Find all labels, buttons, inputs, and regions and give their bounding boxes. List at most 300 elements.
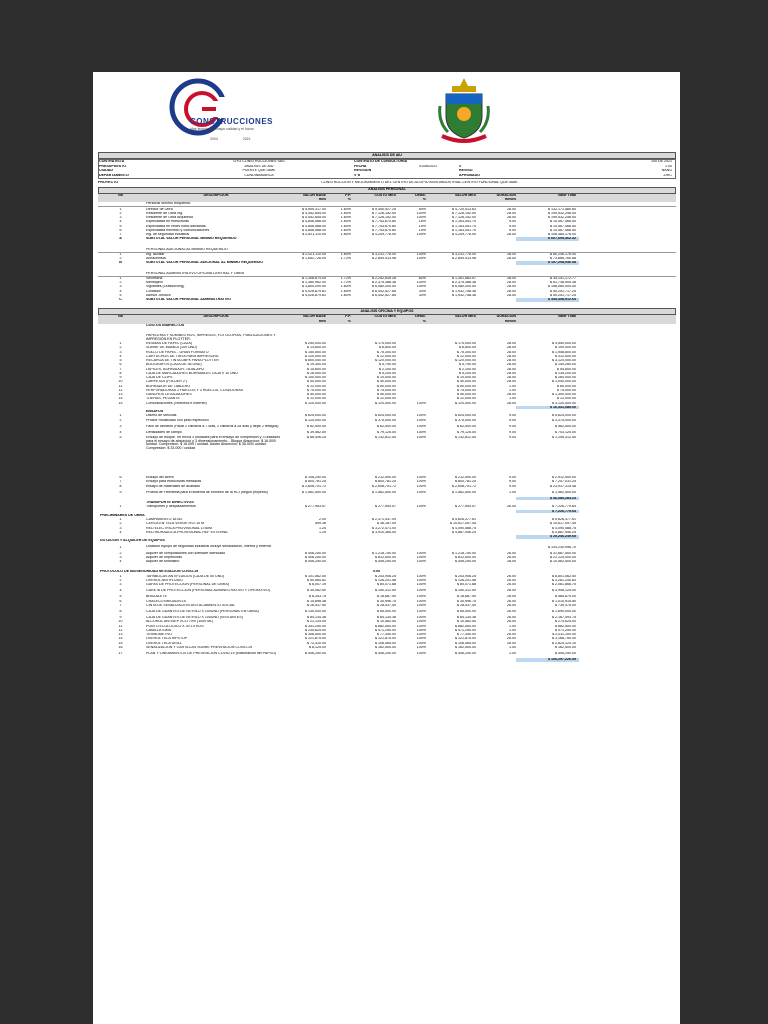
dedicacion: 100% [416,633,426,637]
valor-mes: $ 62,500.00 [457,424,476,428]
group-title: PROTOCOLO DE BIOSEGURIDAD MITIGACION COVID-19 [100,570,199,574]
duracion: 9.00 [509,476,516,480]
dedicacion: 100% [416,216,426,220]
valor-total: $ 355,458,912.64 [516,298,579,302]
value-base: $ 66,406.25 [307,435,326,439]
item-number: 6 [119,363,122,367]
item-description: Comunicaciones (Telefonía e Internet) [146,401,207,405]
item-description: Alquiler de Mobiliario [146,560,180,564]
valor-mes: $ 7,126,152.00 [452,216,476,220]
costo-mes: $ 75,000.00 [377,388,396,392]
value-base: $ 2,621,110.00 [302,233,326,237]
value-base: $ 100,000.00 [305,376,326,380]
table-row [98,543,676,551]
dedicacion: 100% [416,578,426,582]
brand-tagline: Más tecnología, mayor calidad y el futuro [190,127,254,131]
dedicacion: 100% [416,435,426,439]
item-number: 7 [119,367,122,371]
column-header: VALOR MES [454,315,476,319]
value-base: $ 120,000.00 [305,401,326,405]
valor-total: $ 162,500.00 [555,645,576,649]
costo-mes: $ 50,000.00 [377,393,396,397]
value-base: $ 406,250.00 [305,652,326,656]
item-description: BRAZALETE [146,595,167,599]
duracion: 28.00 [507,342,516,346]
valor-total: $ 2,187,493.75 [552,616,576,620]
costo-mes: $ 4,209,776.00 [372,233,396,237]
item-number: 13 [118,633,123,637]
costo-mes: $ 40,000.00 [377,380,396,384]
value-base: $ 13,600.00 [307,346,326,350]
item-number: 4 [119,430,122,434]
dedicacion: 100% [416,281,426,285]
item-number: 1 [119,414,122,418]
factor-prestacional: 1.60% [340,252,351,256]
value-base: $ 120,000.00 [305,354,326,358]
table-row [98,435,676,476]
info-label-3: REVISO [459,169,473,173]
item-number: 9 [119,376,122,380]
item-number: 14 [118,397,123,401]
column-header: COSTO MES [374,315,396,319]
duracion: 1.00 [509,628,516,632]
costo-mes: $ 75,300.00 [377,350,396,354]
column-unit: mes [318,319,326,323]
info-label-2: FECHA [354,164,367,168]
column-header: Valor Total [557,315,576,319]
column-header: Valor Total [557,193,576,197]
costo-mes: $ 2,252,639.28 [372,276,396,280]
duracion: 26.00 [507,555,516,559]
item-description: Vigilantes (Outsourcing) [146,285,185,289]
valor-mes: $ 682,500.00 [455,624,476,628]
valor-total: $ 2,820,124.10 [552,641,576,645]
valor-mes: $ 40,000.00 [457,380,476,384]
factor-prestacional: 1.60% [340,216,351,220]
dedicacion: 100% [416,595,426,599]
valor-mes: $ 375,000.00 [455,418,476,422]
item-description: ROLLO DE PAPEL - GRAN FORMATO [146,350,209,354]
item-description: Densidades de campo [146,430,182,434]
column-header: DURACION [496,193,516,197]
item-number: 4 [119,220,122,224]
factor-prestacional: 1.60% [340,224,351,228]
item-number: 8 [119,610,122,614]
duracion: 26.00 [507,589,516,593]
valor-mes: $ 4,090,588.75 [452,526,476,530]
item-description: Alquiler de computadores con software licenciado [146,551,226,555]
valor-mes: $ 175,000.00 [455,342,476,346]
item-description: Asesor Jurídico [146,293,171,297]
valor-mes: $ 4,887,956.25 [452,530,476,534]
dedicacion: 100% [416,616,426,620]
valor-mes: $ 2,844,413.98 [452,257,476,261]
valor-total: $ 682,500.00 [555,624,576,628]
dedicacion: 100% [416,620,426,624]
costo-mes: $ 375,000.00 [375,418,396,422]
item-description: TIJERAS, PEGANTE [146,397,180,401]
duracion: 28.00 [507,380,516,384]
duracion: 26.00 [507,574,516,578]
duracion: 26.00 [507,603,516,607]
value-base: $ 1,380,962.00 [302,281,326,285]
costo-mes: $ 800,781.25 [375,480,396,484]
valor-total: $ 199,532,256.00 [548,216,576,220]
item-description: PERSONAL ADMINISTRATIVO OFICINA CENTRAL Y OBRA [146,271,244,275]
table-row [98,334,676,342]
valor-mes: $ 75,000.00 [457,388,476,392]
duracion: 26.00 [507,599,516,603]
item-number: 12 [118,628,123,632]
dedicacion: 100% [416,610,426,614]
item-description: CAMILLA SIMIL [146,628,172,632]
valor-total: $ 61,738,905.36 [550,281,576,285]
item-number: 3 [119,285,122,289]
item-description: CINTA DE SEÑALIZACION DISTACIAMIENTO SOCIAL [146,603,236,607]
valor-total: $ 312,000.00 [555,354,576,358]
value-base: $ 6,343.75 [309,595,326,599]
project-name: CONSTRUCCION Y MEJORAMIENTO DEL CENTRO DE ACOPIO AGROINDUSTRIAL-CENTRO FUNCIONAL QUETAME [321,180,518,184]
costo-mes: $ 126,201.56 [375,578,396,582]
costo-mes: $ 682,500.00 [375,624,396,628]
item-description: Ing. auxiliar [146,252,165,256]
item-description: CERCA EN TELA VERDE H=2.10 M [146,522,205,526]
item-number: 7 [119,480,122,484]
costo-mes: $ 5,790.00 [379,363,396,367]
valor-total: $ 6,601,562.50 [552,574,576,578]
item-description: CAJA DE GUANTES DE NITRILO X 100UND (VISITANTES) [146,616,243,620]
item-description: ALCOHOL ANTISEPTICO 70% (1000 ML) [146,620,214,624]
costo-mes: $ 120,000.00 [375,359,396,363]
info-value-3: JJRC [663,173,672,177]
section-title-oficina: ANALISIS OFICINA Y EQUIPOS [98,308,676,315]
costo-mes: $ 150,312.50 [375,589,396,593]
duracion: 26.00 [507,633,516,637]
document-header [93,72,680,152]
costo-mes: $ 2,608,701.72 [372,484,396,488]
valor-total: $ 5,626,377.61 [552,518,576,522]
valor-total: $ 1,010,915.50 [552,599,576,603]
value-base: $ 625,000.00 [305,414,326,418]
info-value: CUNDINAMARCA [244,173,274,177]
item-description: Secretaria [146,276,163,280]
valor-total: $ 10,467,466.50 [550,220,576,224]
valor-mes: $ 10,562.50 [457,620,476,624]
info-label-2: REVISION [354,169,372,173]
item-description: OVEROL TELA RIPSTOP [146,637,188,641]
costo-mes: $ 1,562,500.00 [372,490,396,494]
duracion: 28.00 [507,367,516,371]
valor-mes: $ 212,500.00 [455,476,476,480]
item-number: 3 [119,424,122,428]
valor-mes: $ 1,163,051.70 [452,220,476,224]
valor-total: $ 7,226,779.64 [516,510,579,514]
valor-total: $ 60,000.00 [557,384,576,388]
dedicacion: 100% [416,484,426,488]
valor-mes: $ 12,000.00 [457,397,476,401]
costo-mes: $ 60,000.00 [377,384,396,388]
valor-total: $ 190,400.00 [555,346,576,350]
duracion: 1.00 [509,388,516,392]
brand-years: 2004 2021 [210,137,251,141]
dedicacion: 15% [418,224,426,228]
duracion: 9.00 [509,484,516,488]
duracion: 1.00 [509,624,516,628]
costo-mes: $ 3,910,365.00 [372,530,396,534]
info-value-3: NANG [661,169,672,173]
duracion: 26.00 [507,620,516,624]
value-base: $ 62,500.00 [307,424,326,428]
valor-mes: $ 5,790.00 [459,363,476,367]
costo-mes: $ 812,500.00 [375,555,396,559]
valor-mes: $ 6,080,000.00 [452,285,476,289]
duracion: 28.00 [507,359,516,363]
valor-mes: $ 5,626,377.61 [452,518,476,522]
info-label: CONTRATISTA [99,160,125,164]
valor-mes: $ 6,800.00 [459,346,476,350]
costo-mes: $ 2,371,437.09 [372,518,396,522]
costo-mes: $ 84,134.38 [377,616,396,620]
value-base: $ 130,000.00 [305,610,326,614]
valor-mes: $ 3,231,776.00 [452,252,476,256]
column-header: COSTO MES [374,193,396,197]
column-unit: % [422,198,426,202]
valor-mes: $ 471,250.00 [455,628,476,632]
item-number: 2 [119,281,122,285]
duracion: 28.00 [507,216,516,220]
document-page [93,72,680,1024]
item-number: 5 [119,595,122,599]
value-base: $ 4,846,568.00 [302,220,326,224]
valor-mes: $ 126,201.56 [455,578,476,582]
dedicacion: 60% [418,276,426,280]
item-description: Especialista en estructuras [146,220,189,224]
info-label-2: V°b [354,173,361,177]
value-base: $ 12,000.00 [307,397,326,401]
duracion: 9.00 [509,224,516,228]
duracion: 28.00 [507,560,516,564]
valor-total: $ 1,958,800.00 [552,350,576,354]
dedicacion: 15% [418,228,426,232]
valor-mes: $ 77,350.00 [457,633,476,637]
duracion: 9.00 [509,435,516,439]
column-header: No [118,315,123,319]
dedicacion: 100% [416,555,426,559]
duracion: 26.00 [507,583,516,587]
valor-total: $ 150,280.00 [555,363,576,367]
item-number: 5 [119,293,122,297]
valor-mes: $ 60,000.00 [457,384,476,388]
value-base: $ 406,250.00 [305,555,326,559]
value-base: $ 1,562,500.00 [302,490,326,494]
valor-total: $ 106,297,226.55 [516,658,579,662]
valor-mes: $ 7,126,152.00 [452,211,476,215]
column-header: F.P. [345,315,351,319]
valor-total: $ 1,300,000.00 [552,393,576,397]
valor-total: $ 1,562,500.00 [552,490,576,494]
item-description: ensayo de materiales de acabado [146,484,200,488]
costo-mes: $ 65,000.00 [377,610,396,614]
item-description: PERSONAL ADICIONAL AL MINIMO REQUERIDO [146,247,228,251]
duracion: 9.00 [509,424,516,428]
valor-total: $ 50,251,717.25 [550,293,576,297]
duracion: 28.00 [507,289,516,293]
item-number: 2 [119,578,122,582]
costo-mes: $ 406,250.00 [375,652,396,656]
item-description: TERMOMETRO [146,633,172,637]
item-description: GAFAS DE PROTECCION (PERSONAL DE OBRA) [146,583,229,587]
item-description: Alquiler de Impresoras [146,555,182,559]
costo-mes: $ 6,800.00 [379,346,396,350]
valor-total: $ 31,687,500.00 [550,551,576,555]
item-description: SEÑALIZACION Y CARTILLAS SOBRE PREVENCION COVID-19 [146,645,253,649]
valor-mes: $ 120,000.00 [455,401,476,405]
dedicacion: 100% [416,560,426,564]
duracion: 9.00 [509,228,516,232]
item-number: 2 [119,551,122,555]
value-base: $ 800,781.25 [305,480,326,484]
value-base: 1.25 [319,530,326,534]
duracion: 28.00 [507,354,516,358]
duracion: 1.00 [509,490,516,494]
duracion: 28.00 [507,233,516,237]
item-description: CAJA DE CLIPS [146,376,173,380]
valor-total: $ 10,562,500.00 [550,560,576,564]
duracion: 26.00 [507,551,516,555]
value-base: $ 26,000.00 [307,371,326,375]
item-number: 7 [119,233,122,237]
item-number: 1 [119,252,122,256]
duracion: 1.00 [509,645,516,649]
info-value-3: 100 DE 2021 [651,160,672,164]
table-header-oficina [98,315,676,324]
duracion: 28.00 [507,252,516,256]
item-number: 16 [118,645,123,649]
factor-prestacional: 1.60% [340,233,351,237]
value-base: $ 306,500.00 [305,633,326,637]
item-number: A [119,237,122,241]
dedicacion: 100% [416,480,426,484]
item-number: 3 [119,526,122,530]
item-description: TAPABOCAS ANTIFLUIDOS (CAJA DE 50 UND) [146,574,225,578]
dedicacion: 30% [418,289,426,293]
valor-total: $ 703,125.00 [555,430,576,434]
valor-mes: $ 132,812.50 [455,435,476,439]
factor-prestacional: 1.60% [340,285,351,289]
item-number: 5 [119,435,122,439]
value-base: $ 8,125.00 [309,645,326,649]
factor-prestacional: 1.60% [340,293,351,297]
valor-total: $ 260,000.00 [555,376,576,380]
costo-mes: $ 7,753,670.80 [372,224,396,228]
valor-total: $ 4,887,956.25 [552,530,576,534]
table-row [98,608,676,616]
info-value-3: 1.00 [665,164,672,168]
valor-total: $ 10,617,097.45 [550,522,576,526]
item-description: RED HIDRAULICA PROVISIONAL REF EXTERNA [146,530,228,534]
column-header: No [118,193,123,197]
valor-total: $ 16,341,080.00 [516,406,579,410]
costo-mes: $ 108,465.00 [375,641,396,645]
duracion: 9.00 [509,418,516,422]
valor-total: $ 471,250.00 [555,628,576,632]
dedicacion: 100% [416,252,426,256]
item-number: 8 [119,484,122,488]
valor-mes: $ 18,687.50 [457,595,476,599]
valor-mes: $ 65,000.00 [457,610,476,614]
item-description: Especialista en redes hidro-sanitarias [146,224,206,228]
item-description: CARPETAS (FOLDER 2") [146,380,188,384]
duracion: 28.00 [507,346,516,350]
item-description: Proctor modificado con peso específico [146,418,209,422]
factor-prestacional: 1.60% [340,211,351,215]
item-description: SOBRE DE MANILA (100 UND) [146,346,197,350]
duracion: 28.00 [507,257,516,261]
item-number: 7 [119,603,122,607]
valor-total: $ 75,000.00 [557,388,576,392]
valor-total: $ 3,120,000.00 [552,401,576,405]
duracion: 28.00 [507,376,516,380]
item-number: 2 [119,211,122,215]
costo-mes: $ 12,000.00 [377,354,396,358]
item-description: Ensayo de bloque. Se envía 3 unidades para el ensayo de compresión y 3 unidades para el ensayo de absorción y 3 dimensionamiento... Bloque Absorcion: $ 16.000/ unidad. Compresion: $ 16.000 / unidad. Adobe Absorcion: $ 36.000/ unidad. Compresion: $ 33.000 / unidad [146,435,281,451]
valor-mes: $ 120,000.00 [455,359,476,363]
valor-mes: $ 10,000.00 [457,376,476,380]
item-number: 2 [119,522,122,526]
item-description: CARTUCHOS DE TINTA PARA IMPRESORA [146,354,219,358]
table-header-personal [98,194,676,203]
duracion: 28.00 [507,363,516,367]
item-number: 5 [119,224,122,228]
costo-mes: $ 471,250.00 [375,628,396,632]
costo-mes: $ 2,375,386.36 [372,281,396,285]
factor-prestacional: 1.60% [340,207,351,211]
factor-prestacional: 1.72% [340,281,351,285]
costo-mes: $ 80,071.88 [377,583,396,587]
valor-mes: $ 80,071.88 [457,583,476,587]
table-personal [98,202,676,302]
item-number: 14 [118,637,123,641]
valor-total: $ 135,200.00 [555,371,576,375]
valor-mes: $ 1,163,051.70 [452,228,476,232]
info-label-3: V [459,164,462,168]
valor-total: $ 1,195,312.50 [552,435,576,439]
valor-mes: $ 30,996.75 [457,599,476,603]
value-base: $ 4,026,879.81 [302,289,326,293]
value-base: $ 2,608,701.72 [302,484,326,488]
value-base: $ 30,062.50 [307,589,326,593]
item-number: 4 [119,589,122,593]
valor-mes: $ 10,617,097.45 [450,522,476,526]
column-unit: % [347,198,351,202]
item-number: 3 [119,555,122,559]
value-base: $ 28,437.50 [307,603,326,607]
item-description: Prueba de Fitometria para el sistema de bombeo de la RCI (según proyecto) [146,490,268,494]
factor-prestacional: 1.60% [340,289,351,293]
dedicacion: 100% [416,551,426,555]
duracion: 28.00 [507,207,516,211]
column-unit: % [347,319,351,323]
dedicacion: 100% [416,628,426,632]
table-row [98,489,676,497]
section-title-personal: ANALISIS PERSONAL [98,187,676,194]
valor-mes: $ 1,351,583.57 [452,276,476,280]
value-base: $ 50,000.00 [307,393,326,397]
costo-mes: $ 7,126,152.00 [372,211,396,215]
duracion: 26.00 [507,505,516,509]
valor-total: $ 3,908,125.00 [552,589,576,593]
valor-total: $ 2,081,868.75 [552,583,576,587]
